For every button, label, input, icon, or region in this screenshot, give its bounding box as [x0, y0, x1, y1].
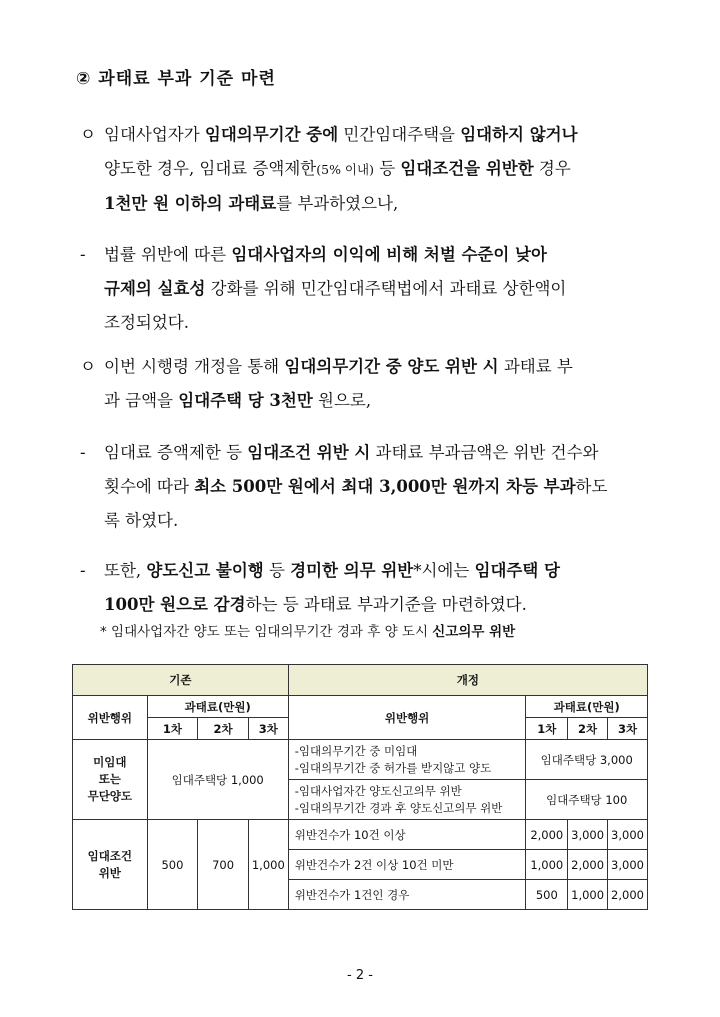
table-row-label: 위반건수가 2건 이상 10건 미만 — [288, 850, 526, 880]
header-violation-new: 위반행위 — [288, 696, 526, 740]
line: 법률 위반에 따른 임대사업자의 이익에 비해 처벌 수준이 낮아 — [104, 245, 547, 264]
line: 임대료 증액제한 등 임대조건 위반 시 과태료 부과금액은 위반 건수와 — [104, 443, 599, 462]
line: 또한, 양도신고 불이행 등 경미한 의무 위반*시에는 임대주택 당 — [104, 561, 560, 580]
section-heading: ② 과태료 부과 기준 마련 — [76, 69, 276, 89]
new-fine-unleased: 임대주택당 3,000 — [526, 740, 648, 780]
header-3rd: 3차 — [248, 718, 288, 740]
bullet-marker: ㅇ — [80, 357, 96, 376]
paragraph-1 — [80, 118, 664, 221]
table-cell: 2,000 — [608, 880, 648, 910]
header-violation-old: 위반행위 — [73, 696, 148, 740]
page-number: - 2 - — [347, 968, 373, 983]
fine-comparison-table — [72, 664, 648, 910]
line: 1천만 원 이하의 과태료를 부과하였으나, — [104, 194, 399, 213]
header-old: 기존 — [73, 665, 289, 696]
header-3rd: 3차 — [608, 718, 648, 740]
line: 양도한 경우, 임대료 증액제한(5% 이내) 등 임대조건을 위반한 경우 — [104, 159, 571, 178]
bullet-marker: ㅇ — [80, 125, 96, 144]
table-cell: 1,000 — [526, 850, 568, 880]
row-label-condition: 임대조건 위반 — [73, 820, 148, 910]
table-cell: 1,000 — [568, 880, 608, 910]
table-cell: 500 — [526, 880, 568, 910]
new-violation-report: -임대사업자간 양도신고의무 위반 -임대의무기간 경과 후 양도신고의무 위반 — [288, 780, 526, 820]
line: 록 하였다. — [104, 511, 179, 530]
table-row-label: 위반건수가 1건인 경우 — [288, 880, 526, 910]
footnote: * 임대사업자간 양도 또는 임대의무기간 경과 후 양 도시 신고의무 위반 — [100, 624, 516, 640]
dash-marker: - — [80, 561, 86, 580]
table-cell: 2,000 — [568, 850, 608, 880]
paragraph-4 — [80, 436, 664, 538]
header-new: 개정 — [288, 665, 647, 696]
line: 이번 시행령 개정을 통해 임대의무기간 중 양도 위반 시 과태료 부 — [104, 357, 573, 376]
header-2nd: 2차 — [198, 718, 249, 740]
paragraph-2 — [80, 238, 664, 340]
header-1st: 1차 — [526, 718, 568, 740]
old-fine-2nd: 700 — [198, 820, 249, 910]
line: 조정되었다. — [104, 313, 189, 332]
line: 100만 원으로 감경하는 등 과태료 부과기준을 마련하였다. — [104, 595, 527, 614]
line: 규제의 실효성 강화를 위해 민간임대주택법에서 과태료 상한액이 — [104, 279, 567, 298]
header-fine-new: 과태료(만원) — [526, 696, 648, 718]
dash-marker: - — [80, 245, 86, 264]
row-label-unleased: 미임대 또는 무단양도 — [73, 740, 148, 820]
paragraph-3 — [80, 350, 664, 418]
new-violation-unleased: -임대의무기간 중 미임대 -임대의무기간 중 허가를 받지않고 양도 — [288, 740, 526, 780]
table-cell: 3,000 — [608, 820, 648, 850]
header-fine-old: 과태료(만원) — [147, 696, 288, 718]
new-fine-report: 임대주택당 100 — [526, 780, 648, 820]
old-fine-1st: 500 — [147, 820, 198, 910]
table-row-label: 위반건수가 10건 이상 — [288, 820, 526, 850]
paragraph-5 — [80, 554, 664, 622]
table-cell: 2,000 — [526, 820, 568, 850]
old-fine-3rd: 1,000 — [248, 820, 288, 910]
line: 임대사업자가 임대의무기간 중에 민간임대주택을 임대하지 않거나 — [104, 125, 578, 144]
header-1st: 1차 — [147, 718, 198, 740]
line: 과 금액을 임대주택 당 3천만 원으로, — [104, 391, 372, 410]
table-cell: 3,000 — [608, 850, 648, 880]
dash-marker: - — [80, 443, 86, 462]
table-cell: 3,000 — [568, 820, 608, 850]
header-2nd: 2차 — [568, 718, 608, 740]
old-fine-unleased: 임대주택당 1,000 — [147, 740, 288, 820]
line: 횟수에 따라 최소 500만 원에서 최대 3,000만 원까지 차등 부과하도 — [104, 477, 608, 496]
